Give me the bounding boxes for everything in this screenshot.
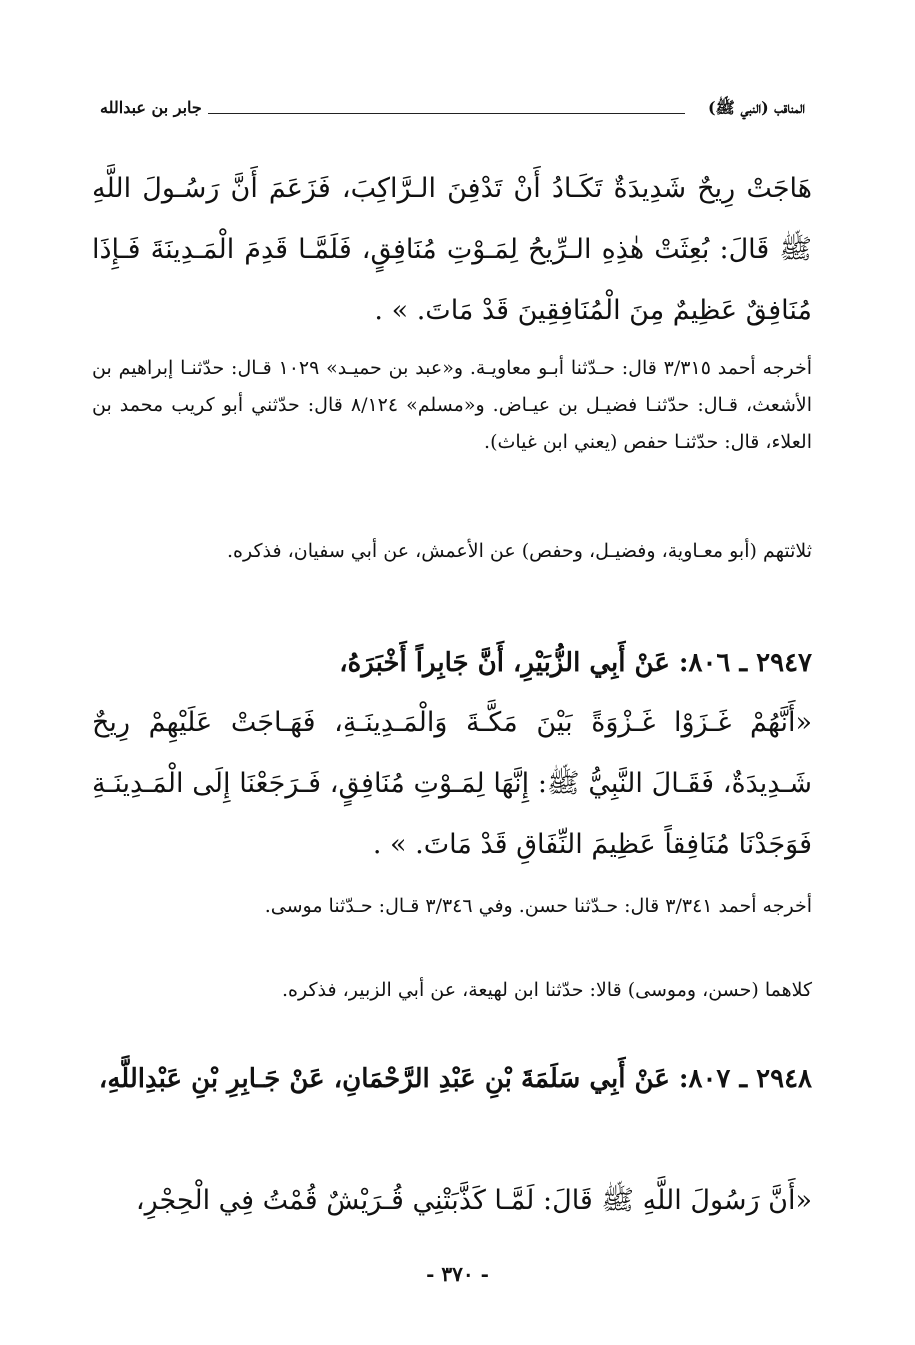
hadith-heading: ٢٩٤٧ ـ ٨٠٦: عَنْ أَبِي الزُّبَيْرِ، أَنَّ جَابِراً أَخْبَرَهُ، xyxy=(339,648,812,678)
takhrij-note: أخرجه أحمد ٣/٣١٥ قال: حـدّثنا أبـو معاويـة. و«عبد بن حميـد» ١٠٢٩ قـال: حدّثنـا إبراهيم بن الأشعث، قـال: حدّثنـا فضيـل بن عيـاض. و«مسلم» ٨/١٢٤ قال: حدّثني أبو كريب محمد بن العلاء، قال: حدّثنـا حفص (يعني ابن غياث). xyxy=(92,357,812,453)
page-number: - ٣٧٠ - xyxy=(426,1262,489,1286)
takhrij-note: ثلاثتهم (أبو معـاوية، وفضيـل، وحفص) عن الأعمش، عن أبي سفيان، فذكره. xyxy=(226,540,812,562)
hadith-text: «أَنَّ رَسُولَ اللَّهِ ﷺ قَالَ: لَمَّـا كَذَّبَتْنِي قُـرَيْشٌ قُمْتُ فِي الْحِجْرِ، xyxy=(135,1185,812,1216)
hadith-heading: ٢٩٤٨ ـ ٨٠٧: عَنْ أَبِي سَلَمَةَ بْنِ عَبْدِ الرَّحْمَانِ، عَنْ جَـابِرِ بْنِ عَبْدِاللَّهِ، xyxy=(98,1064,812,1094)
header-rule xyxy=(208,113,685,114)
running-header xyxy=(100,98,805,128)
hadith-text: «أَنَّهُمْ غَـزَوْا غَـزْوَةً بَيْنَ مَكَّـةَ وَالْمَـدِينَـةِ، فَهَـاجَتْ عَلَيْهِمْ رِيحٌ شَـدِيدَةٌ، فَقَـالَ النَّبِيُّ ﷺ: إِنَّهَا لِمَـوْتِ مُنَافِقٍ، فَـرَجَعْنَا إِلَى الْمَـدِينَـةِ فَوَجَدْنَا مُنَافِقاً عَظِيمَ النِّفَاقِ قَدْ مَاتَ. » . xyxy=(92,707,812,860)
hadith-text: هَاجَتْ رِيحٌ شَدِيدَةٌ تَكَـادُ أَنْ تَدْفِنَ الـرَّاكِبَ، فَزَعَمَ أَنَّ رَسُـولَ اللَّهِ ﷺ قَالَ: بُعِثَتْ هٰذِهِ الـرِّيحُ لِمَـوْتِ مُنَافِقٍ، فَلَمَّـا قَدِمَ الْمَـدِينَةَ فَـإِذَا مُنَافِقٌ عَظِيمٌ مِنَ الْمُنَافِقِينَ قَدْ مَاتَ. » . xyxy=(92,173,812,326)
takhrij-note: كلاهما (حسن، وموسى) قالا: حدّثنا ابن لهيعة، عن أبي الزبير، فذكره. xyxy=(281,979,812,1001)
takhrij-note: أخرجه أحمد ٣/٣٤١ قال: حـدّثنا حسن. وفي ٣/٣٤٦ قـال: حـدّثنا موسى. xyxy=(264,895,812,917)
section-title: جابر بن عبدالله xyxy=(100,98,202,117)
chapter-title: المناقب (النبي ﷺ) xyxy=(707,98,805,117)
